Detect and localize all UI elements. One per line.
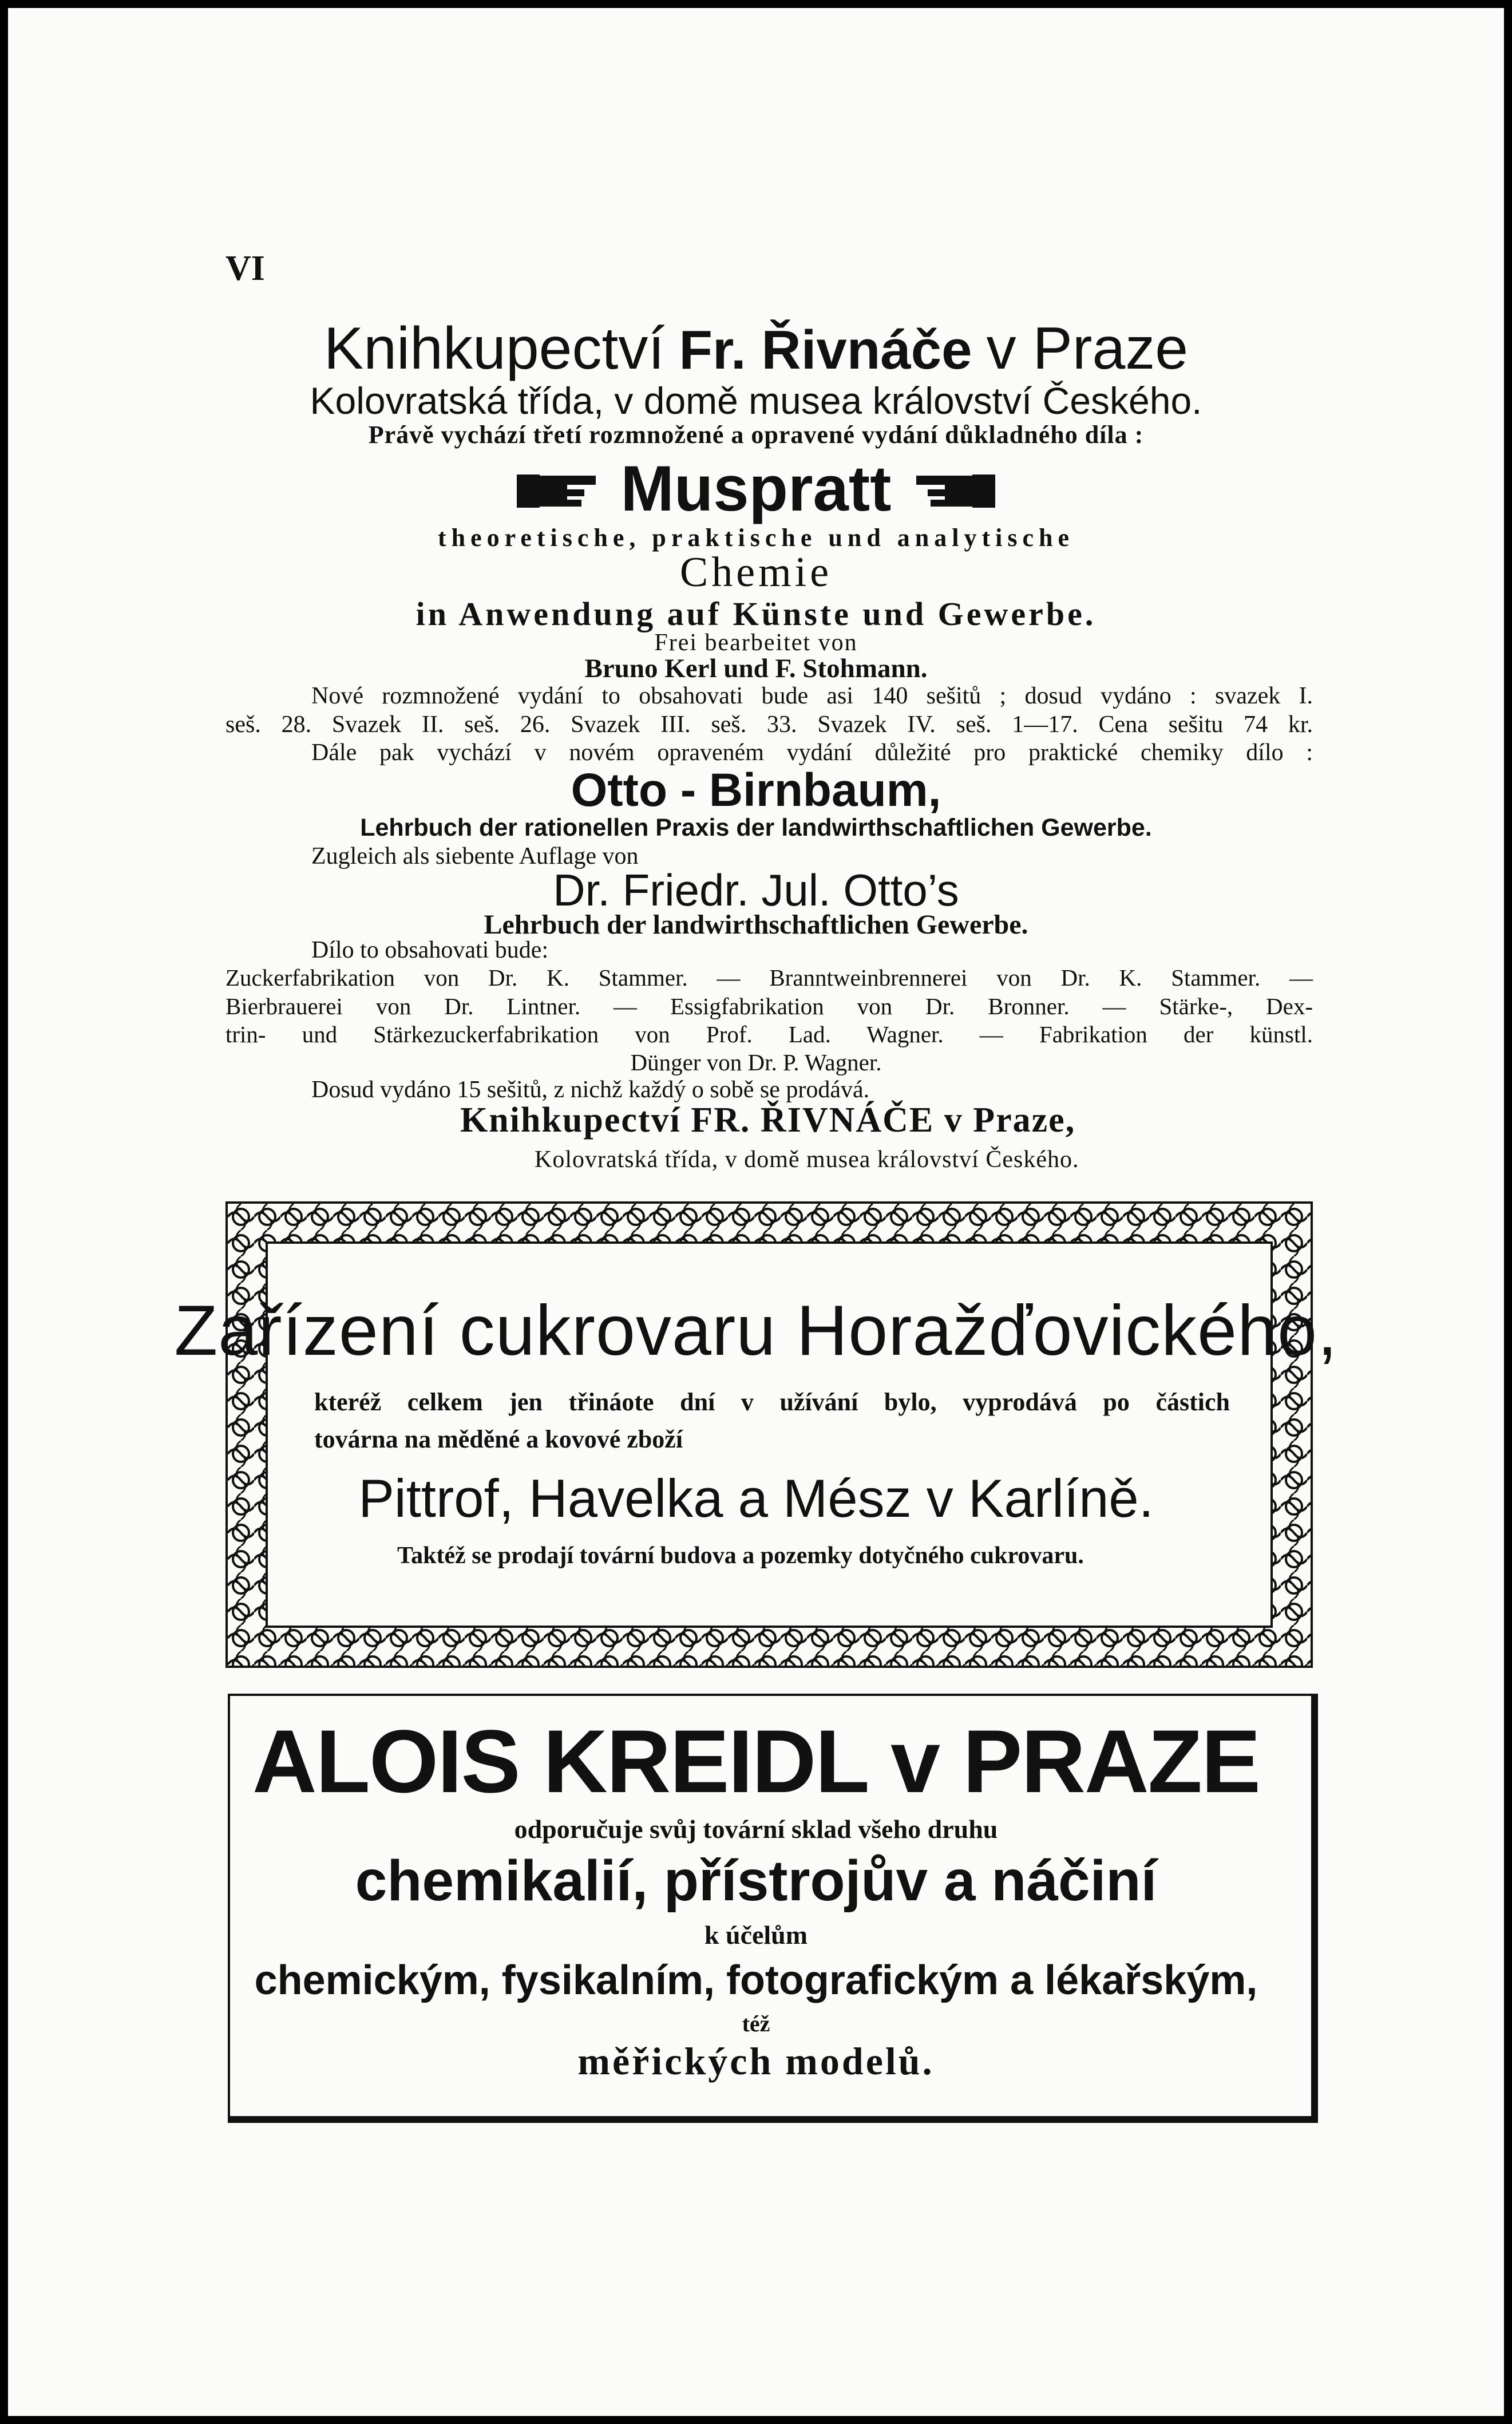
ad2-title: Zařízení cukrovaru Horažďovického, xyxy=(174,1291,1338,1370)
ad2-line2: továrna na měděné a kovové zboží xyxy=(314,1425,683,1453)
musp-sub2: Chemie xyxy=(679,549,833,596)
pointing-hand-right-icon xyxy=(516,458,601,519)
musp-authors: Bruno Kerl und F. Stohmann. xyxy=(584,654,928,683)
bookshop-title-b: Fr. Řivnáče xyxy=(679,319,972,381)
otto-line5: Dosud vydáno 15 sešitů, z nichž každý o sobě se prodává. xyxy=(311,1077,870,1103)
bookshop-heading xyxy=(8,317,1504,382)
ad3-line2: chemikalií, přístrojův a náčiní xyxy=(355,1849,1157,1913)
page-number: VI xyxy=(225,249,265,288)
otto-sub1: Lehrbuch der rationellen Praxis der landwirthschaftlichen Gewerbe. xyxy=(360,814,1152,841)
otto-intro: Dále pak vychází v novém opraveném vydání důležité pro praktické chemiky dílo : xyxy=(311,740,1313,766)
ad3-line6: měřických modelů. xyxy=(577,2039,935,2083)
otto-sub4: Lehrbuch der landwirthschaftlichen Gewerbe. xyxy=(484,910,1028,940)
musp-title: Muspratt xyxy=(620,453,892,524)
musp-sub4: Frei bearbeitet von xyxy=(654,630,858,656)
musp-line2: seš. 28. Svazek II. seš. 26. Svazek III. seš. 33. Svazek IV. seš. 1—17. Cena sešitu 74 kr. xyxy=(225,711,1313,738)
bookshop-signature: Knihkupectví FR. ŘIVNÁČE v Praze, xyxy=(460,1101,1076,1140)
musp-sub3: in Anwendung auf Künste und Gewerbe. xyxy=(415,595,1097,632)
bookshop-signature-address: Kolovratská třída, v domě musea království Českého. xyxy=(535,1146,1079,1173)
ad2-line1: kteréž celkem jen třináote dní v užívání bylo, vyprodává po částich xyxy=(314,1388,1230,1416)
otto-line4: Dünger von Dr. P. Wagner. xyxy=(630,1049,882,1075)
ad3-line4: chemickým, fysikalním, fotografickým a lékařským, xyxy=(254,1958,1258,2003)
musp-intro: Právě vychází třetí rozmnožené a opravené vydání důkladného díla : xyxy=(368,421,1144,449)
otto-contents: Dílo to obsahovati bude: xyxy=(311,937,549,963)
otto-sub2: Zugleich als siebente Auflage von xyxy=(311,843,639,869)
ad2-note: Taktéž se prodají tovární budova a pozemky dotyčného cukrovaru. xyxy=(397,1543,1084,1569)
bookshop-title-a: Knihkupectví xyxy=(323,315,665,382)
musp-heading xyxy=(8,452,1504,524)
bookshop-title-c: v Praze xyxy=(986,315,1189,382)
otto-title: Otto - Birnbaum, xyxy=(571,764,941,816)
page-sheet xyxy=(8,8,1504,2416)
pointing-hand-left-icon xyxy=(911,458,996,519)
ad2-firm: Pittrof, Havelka a Mész v Karlíně. xyxy=(358,1468,1154,1528)
ad3-title: ALOIS KREIDL v PRAZE xyxy=(252,1712,1260,1812)
musp-sub1: theoretische, praktische und analytische xyxy=(437,524,1075,552)
musp-line1: Nové rozmnožené vydání to obsahovati bude asi 140 sešitů ; dosud vydáno : svazek I. xyxy=(311,683,1313,709)
otto-line3: trin- und Stärkezuckerfabrikation von Prof. Lad. Wagner. — Fabrikation der künstl. xyxy=(225,1021,1313,1047)
otto-sub3: Dr. Friedr. Jul. Otto’s xyxy=(553,865,959,915)
bookshop-address: Kolovratská třída, v domě musea království Českého. xyxy=(310,379,1202,422)
ad3-line1: odporučuje svůj tovární sklad všeho druhu xyxy=(514,1814,998,1844)
otto-line1: Zuckerfabrikation von Dr. K. Stammer. — Branntweinbrennerei von Dr. K. Stammer. — xyxy=(225,964,1313,991)
ad3-line3: k účelům xyxy=(704,1920,808,1950)
otto-line2: Bierbrauerei von Dr. Lintner. — Essigfabrikation von Dr. Bronner. — Stärke-, Dex- xyxy=(225,993,1313,1019)
ad3-line5: též xyxy=(742,2011,770,2037)
